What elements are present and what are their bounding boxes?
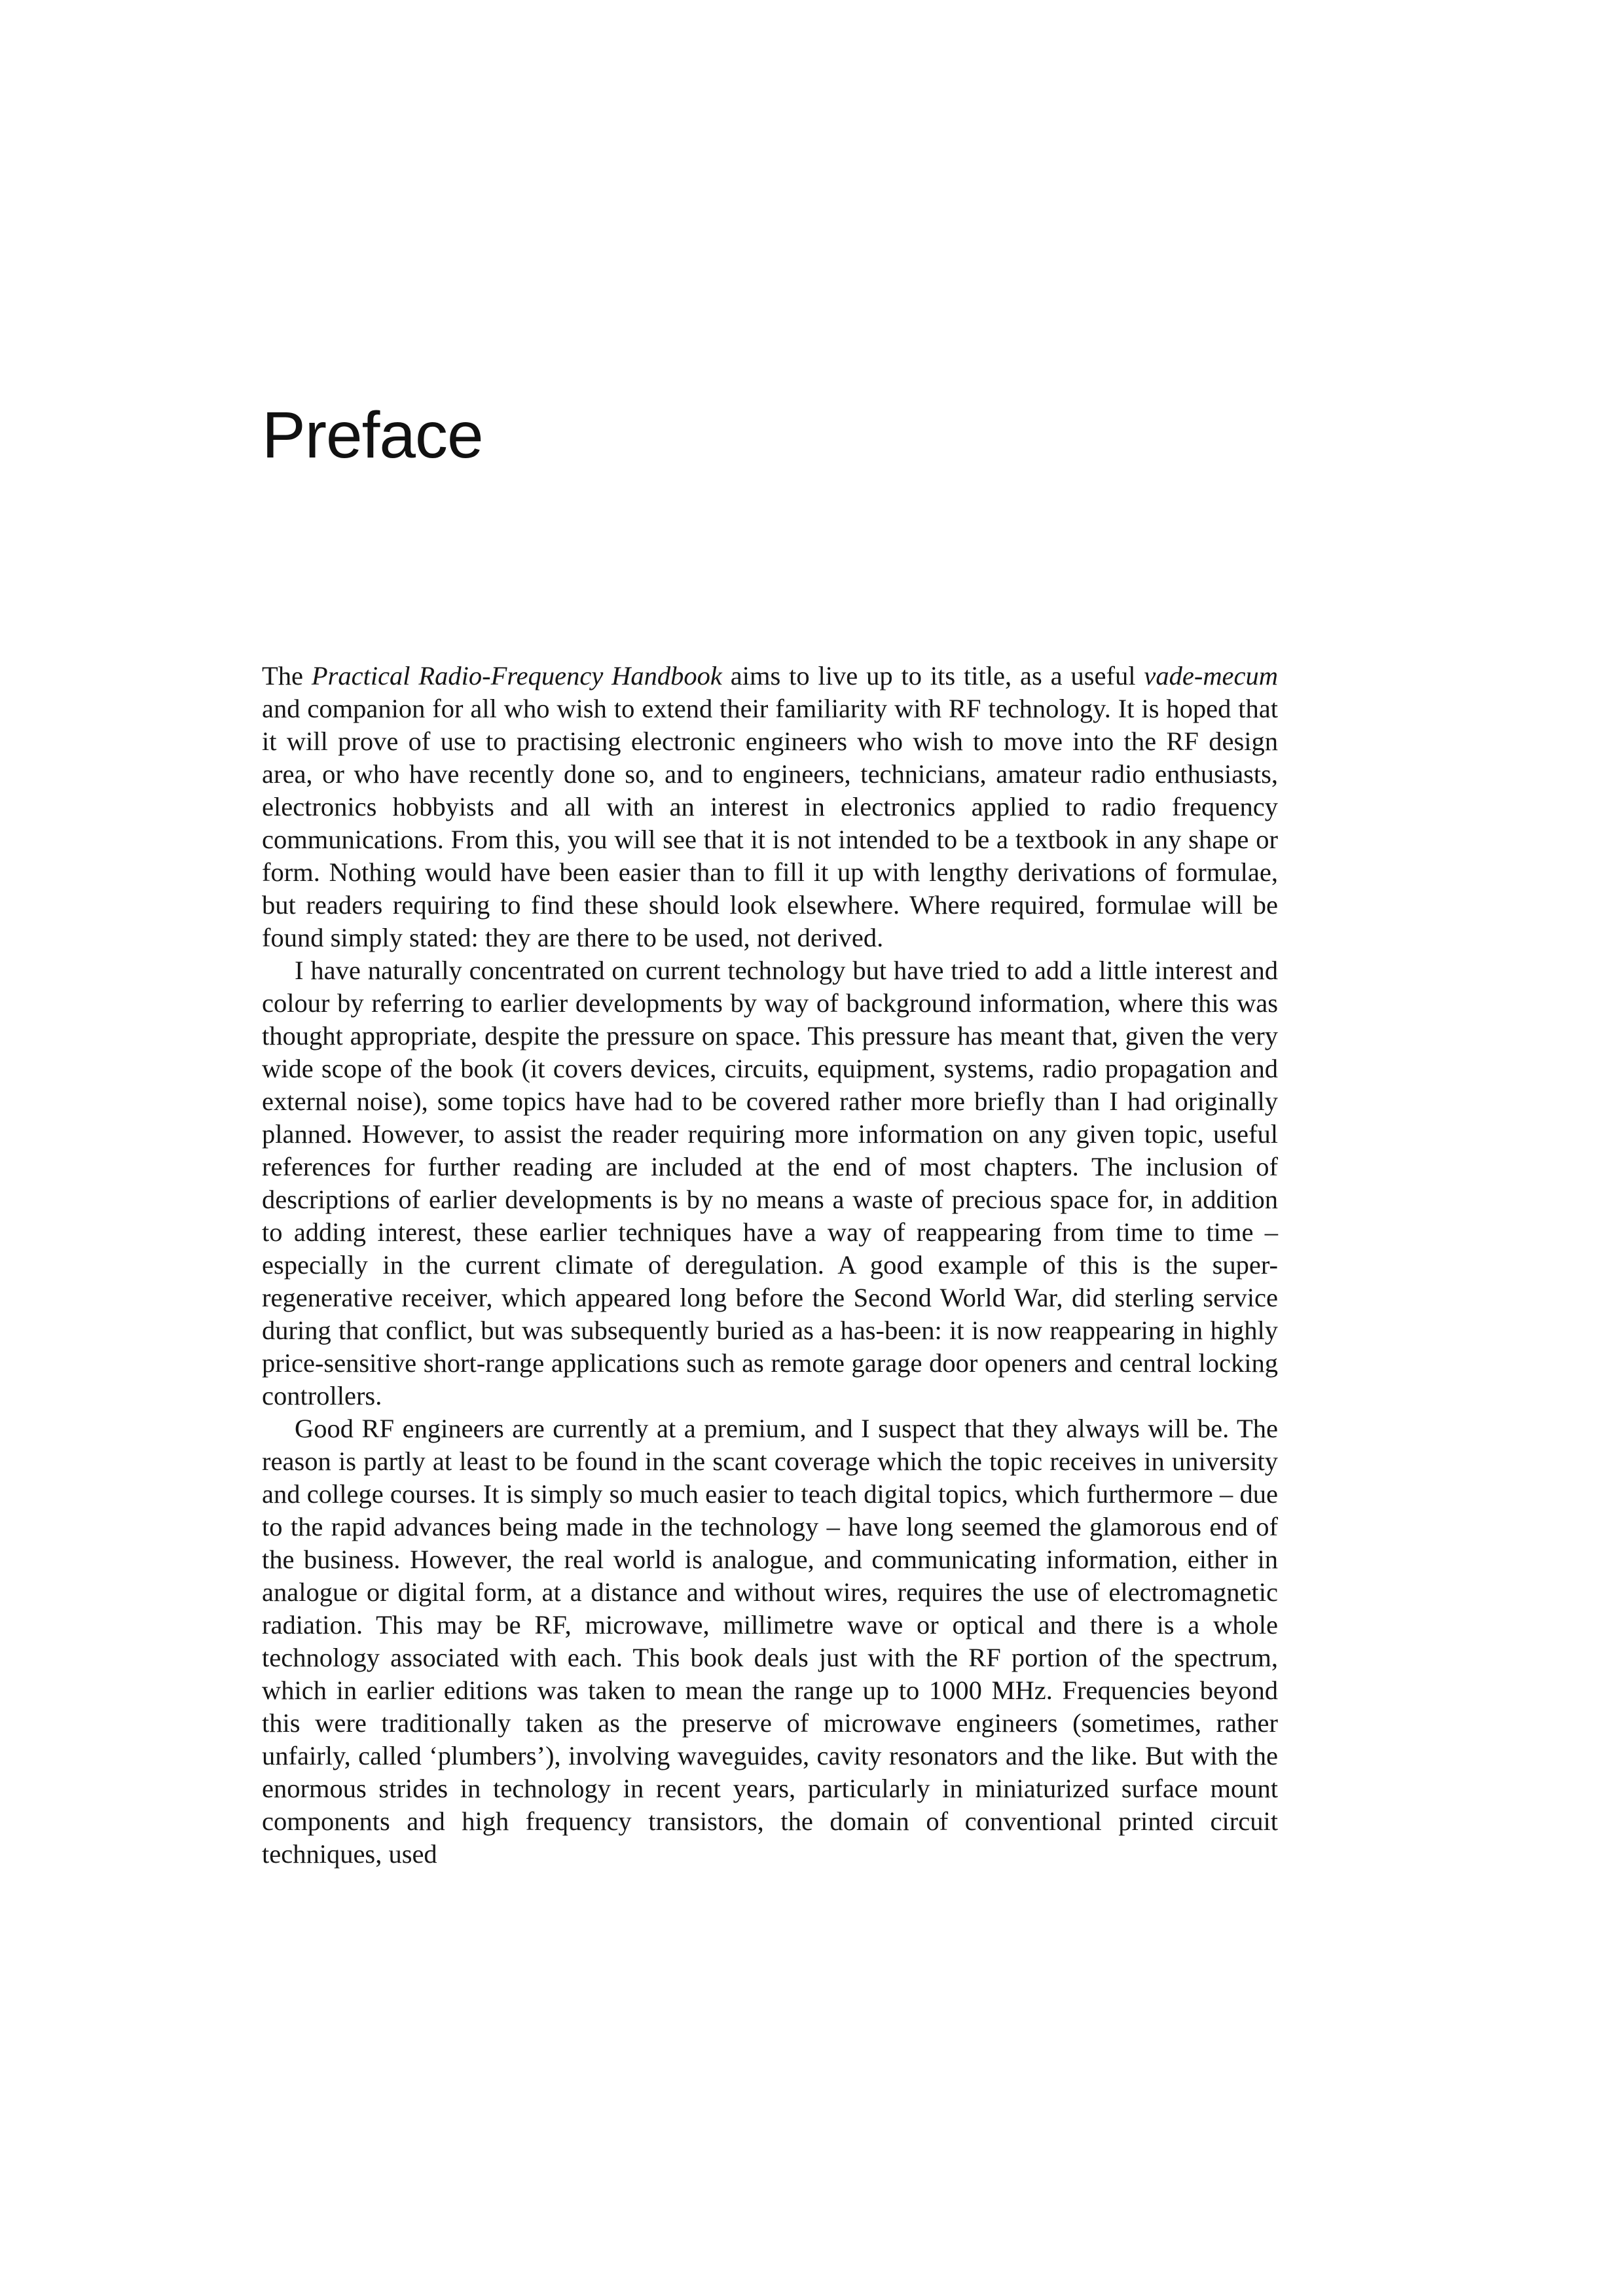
paragraph-1-middle: aims to live up to its title, as a useful bbox=[721, 661, 1144, 691]
book-title: Practical Radio-Frequency Handbook bbox=[311, 661, 722, 691]
paragraph-1 bbox=[262, 660, 1278, 954]
latin-phrase: vade-mecum bbox=[1144, 661, 1279, 691]
paragraph-3: Good RF engineers are currently at a premium, and I suspect that they always will be. The reason is partly at least to be found in the scant coverage which the topic receives in university and college courses. It is simply so much easier to teach digital topics, which furthermore – due to the rapid advances being made in the technology – have long seemed the glamorous end of the business. However, the real world is analogue, and communicating information, either in analogue or digital form, at a distance and without wires, requires the use of electromagnetic radiation. This may be RF, microwave, millimetre wave or optical and there is a whole technology associated with each. This book deals just with the RF portion of the spectrum, which in earlier editions was taken to mean the range up to 1000 MHz. Frequencies beyond this were traditionally taken as the preserve of microwave engineers (sometimes, rather unfairly, called ‘plumbers’), involving waveguides, cavity resonators and the like. But with the enormous strides in technology in recent years, particularly in miniaturized surface mount components and high frequency transistors, the domain of conventional printed circuit techniques, used bbox=[262, 1414, 1278, 1869]
chapter-title: Preface bbox=[262, 399, 483, 472]
paragraph-2: I have naturally concentrated on current technology but have tried to add a little interest and colour by referring to earlier developments by way of background information, where this was thought appropriate, despite the pressure on space. This pressure has meant that, given the very wide scope of the book (it covers devices, circuits, equipment, systems, radio propagation and external noise), some topics have had to be covered rather more briefly than I had originally planned. However, to assist the reader requiring more information on any given topic, useful references for further reading are included at the end of most chapters. The inclusion of descriptions of earlier developments is by no means a waste of precious space for, in addition to adding interest, these earlier techniques have a way of reappearing from time to time – especially in the current climate of deregulation. A good example of this is the super-regenerative receiver, which appeared long before the Second World War, did sterling service during that conflict, but was subsequently buried as a has-been: it is now reappearing in highly price-sensitive short-range applications such as remote garage door openers and central locking controllers. bbox=[262, 956, 1278, 1410]
preface-body bbox=[262, 660, 1278, 1871]
paragraph-1-rest: and companion for all who wish to extend their familiarity with RF technology. It is hoped that it will prove of use to practising electronic engineers who wish to move into the RF design area, or who have recently done so, and to engineers, technicians, amateur radio enthusiasts, electronics hobbyists and all with an interest in electronics applied to radio frequency communications. From this, you will see that it is not intended to be a textbook in any shape or form. Nothing would have been easier than to fill it up with lengthy derivations of formulae, but readers requiring to find these should look elsewhere. Where required, formulae will be found simply stated: they are there to be used, not derived. bbox=[262, 694, 1278, 952]
paragraph-1-lead: The bbox=[262, 661, 312, 691]
